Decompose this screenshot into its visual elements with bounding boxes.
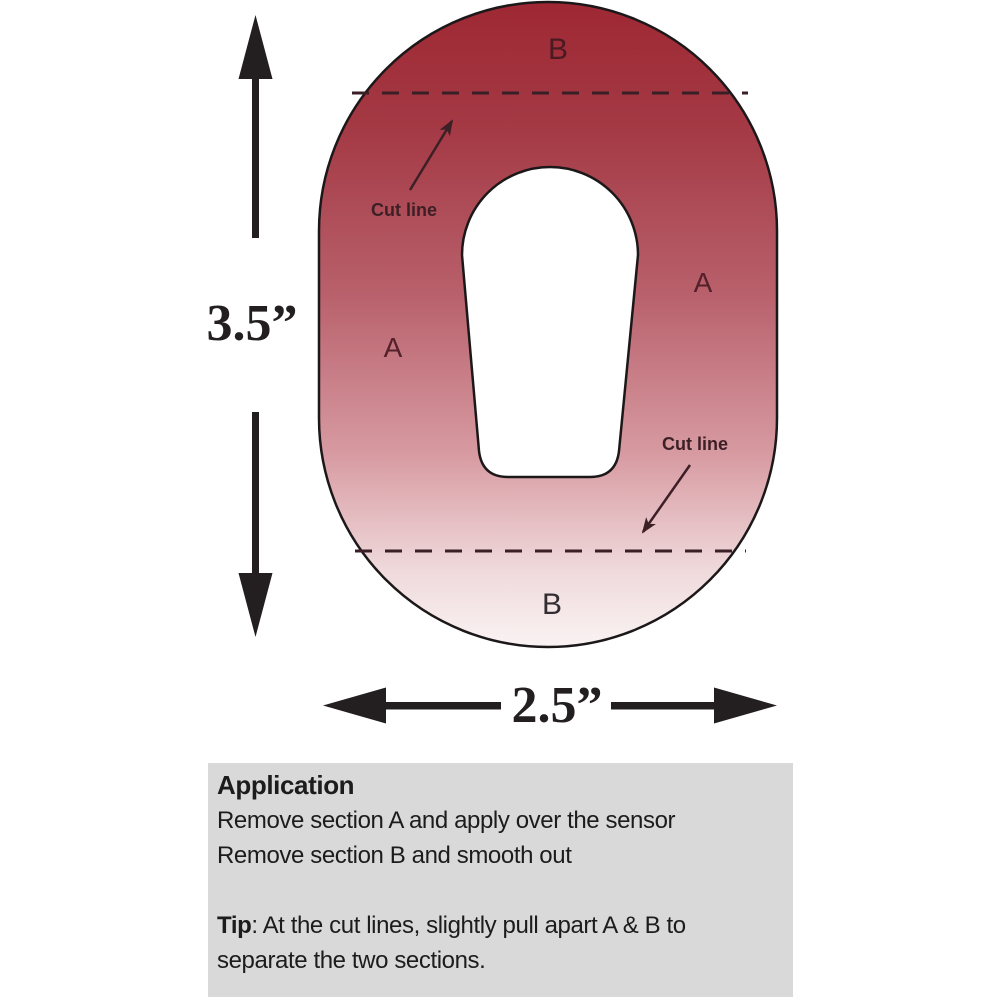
section-label-b-top: B [547,33,569,66]
instruction-line-1: Remove section A and apply over the sensor [217,807,676,834]
tip-label: Tip [217,912,252,939]
height-value: 3.5” [206,295,298,352]
arrow-right-icon [714,688,777,724]
width-dimension [323,677,777,734]
tip-line-1 [217,908,789,943]
arrow-left-icon [323,688,386,724]
arrow-right-shaft [611,702,715,710]
instructions-panel [208,763,793,997]
section-label-b-bottom: B [541,588,563,621]
tip-line-2: separate the two sections. [217,947,486,974]
instructions-spacer [217,873,789,908]
arrow-left-shaft [384,702,501,710]
width-value: 2.5” [511,677,603,734]
instructions-title: Application [217,770,355,800]
tip-text: : At the cut lines, slightly pull apart A & B to [251,912,686,939]
instruction-line-2: Remove section B and smooth out [217,842,572,869]
cut-line-label-bottom: Cut line [662,434,728,454]
arrow-down-shaft [252,412,259,574]
arrow-down-icon [239,573,273,637]
arrow-up-shaft [252,77,259,238]
cut-line-label-top: Cut line [371,200,437,220]
section-label-a-left: A [383,332,403,363]
section-label-a-right: A [693,267,713,298]
arrow-up-icon [239,15,273,79]
height-dimension [207,15,298,637]
